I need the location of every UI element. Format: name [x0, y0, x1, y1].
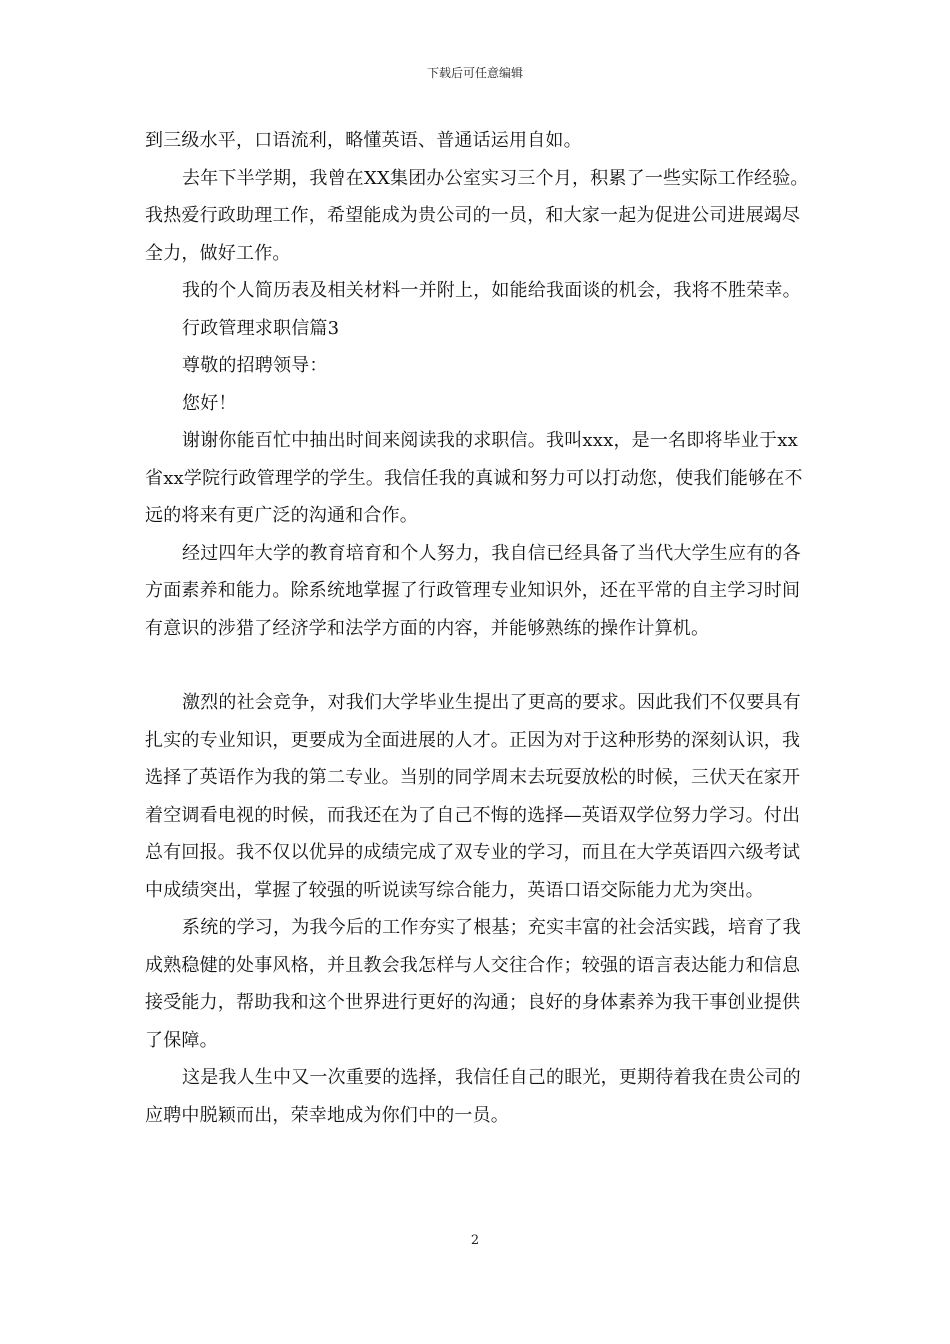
page-number: 2: [470, 1233, 480, 1248]
paragraph-education: 经过四年大学的教育培育和个人努力，我自信已经具备了当代大学生应有的各方面素养和能力。除系统地掌握了行政管理专业知识外，还在平常的自主学习时间有意识的涉猎了经济学和法学方面的内容，并能够熟练的操作计算机。: [145, 542, 801, 639]
greeting: 您好！: [182, 392, 237, 414]
paragraph-strengths: 系统的学习，为我今后的工作夯实了根基；充实丰富的社会活实践，培育了我成熟稳健的处事风格，并且教会我怎样与人交往合作；较强的语言表达能力和信息接受能力，帮助我和这个世界进行更好的沟通；良好的身体素养为我干事创业提供了保障。: [145, 917, 801, 1051]
salutation: 尊敬的招聘领导：: [182, 355, 328, 376]
blank-line: [145, 647, 810, 684]
paragraph-continued: 到三级水平，口语流利，略懂英语、普通话运用自如。: [145, 130, 582, 151]
paragraph-closing: 这是我人生中又一次重要的选择，我信任自己的眼光，更期待着我在贵公司的应聘中脱颖而出，荣幸地成为你们中的一员。: [145, 1067, 801, 1126]
paragraph-competition: 激烈的社会竞争，对我们大学毕业生提出了更高的要求。因此我们不仅要具有扎实的专业知识，更要成为全面进展的人才。正因为对于这种形势的深刻认识，我选择了英语作为我的第二专业。当别的同学周末去玩耍放松的时候，三伏天在家开着空调看电视的时候，而我还在为了自己不悔的选择—英语双学位努力学习。付出总有回报。我不仅以优异的成绩完成了双专业的学习，而且在大学英语四六级考试中成绩突出，掌握了较强的听说读写综合能力，英语口语交际能力尤为突出。: [145, 692, 801, 901]
section-title: 行政管理求职信篇3: [182, 317, 340, 339]
paragraph-introduction: 谢谢你能百忙中抽出时间来阅读我的求职信。我叫xxx，是一名即将毕业于xx省xx学院行政管理学的学生。我信任我的真诚和努力可以打动您，使我们能够在不远的将来有更广泛的沟通和合作。: [145, 430, 803, 526]
paragraph-attachments: 我的个人简历表及相关材料一并附上，如能给我面谈的机会，我将不胜荣幸。: [182, 280, 801, 301]
document-body: [145, 122, 810, 1134]
page-header-note: 下载后可任意编辑: [426, 66, 523, 80]
paragraph-internship: 去年下半学期，我曾在XX集团办公室实习三个月，积累了一些实际工作经验。我热爱行政助理工作，希望能成为贵公司的一员，和大家一起为促进公司进展竭尽全力，做好工作。: [145, 167, 809, 264]
